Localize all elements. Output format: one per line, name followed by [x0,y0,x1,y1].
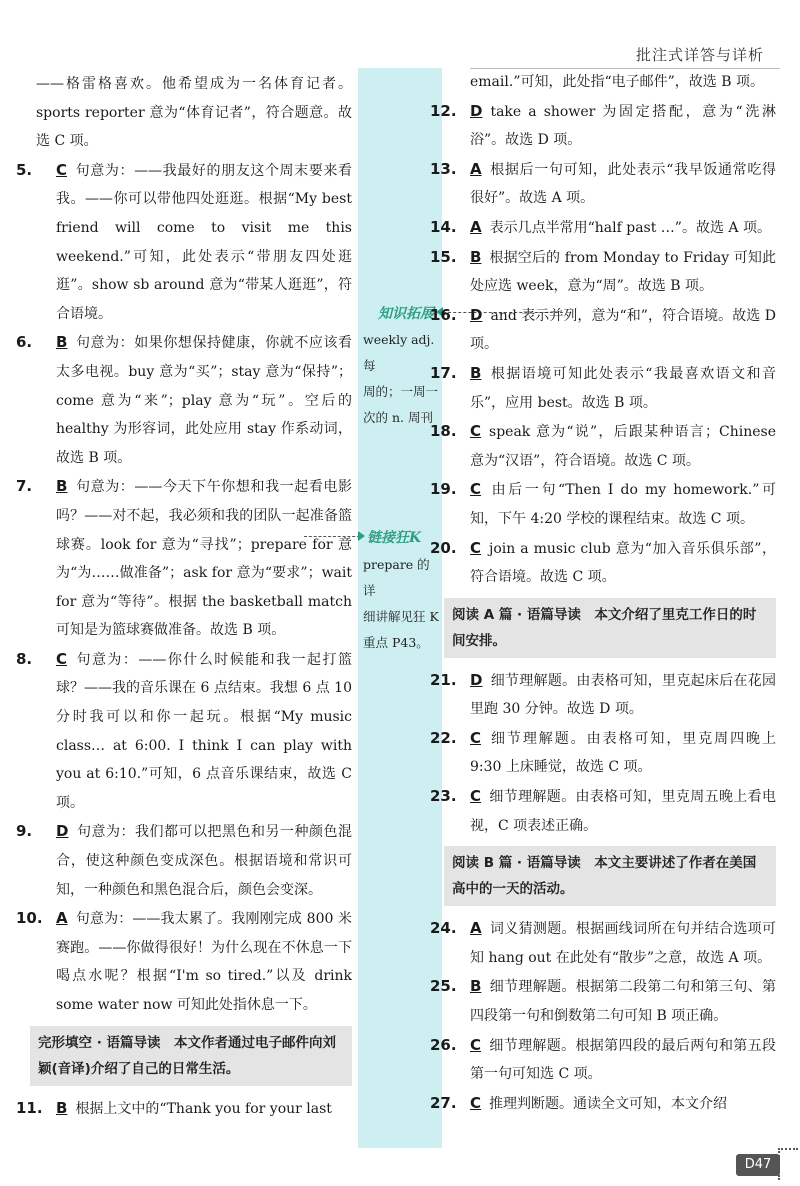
answer-text: 句意为：我们都可以把黑色和另一种颜色混合，使这种颜色变成深色。根据语境和常识可知，一种颜色和黑色混合后，颜色会变深。 [56,824,352,898]
answer-text: 细节理解题。根据第四段的最后两句和第五段第一句可知选 C 项。 [470,1037,776,1083]
question-number: 23. [430,787,457,806]
question-number: 14. [430,217,457,236]
question-number: 19. [430,480,457,499]
answer-letter: D [470,305,483,324]
answer-letter: B [470,977,482,996]
question-number: 15. [430,247,457,266]
question-number: 12. [430,101,457,120]
answer-text: 细节理解题。由表格可知，里克周五晚上看电视，C 项表述正确。 [470,789,776,834]
answer-text: 由后一句“Then I do my homework.”可知，下午 4:20 学校的课程结束。故选 C 项。 [470,482,776,527]
question-number: 26. [430,1035,457,1054]
note-label-link: 链接狂K [367,530,422,546]
answer-entry [430,417,776,475]
question-number: 21. [430,670,457,689]
answer-entry [430,213,776,243]
answer-text: 表示几点半常用“half past …”。故选 A 项。 [489,219,771,236]
passage-guide-reading-a: 阅读 A 篇 · 语篇导读 本文介绍了里克工作日的时间安排。 [444,598,776,658]
passage-guide-reading-b: 阅读 B 篇 · 语篇导读 本文主要讲述了作者在美国高中的一天的活动。 [444,846,776,906]
answer-entry [16,817,352,904]
answer-letter: B [470,247,482,266]
question-number: 22. [430,728,457,747]
answer-text: take a shower 为固定搭配，意为“洗淋浴”。故选 D 项。 [470,103,776,149]
question-number: 9. [16,822,33,841]
arrow-right-icon [358,531,365,541]
answer-entry [430,475,776,533]
answer-letter: A [470,159,482,178]
note-label-knowledge: 知识拓展 [378,306,434,322]
note-text-link [363,552,441,656]
answer-letter: C [470,480,482,499]
question-number: 16. [430,305,457,324]
answer-entry [16,1094,352,1124]
answer-letter: A [470,217,482,236]
answer-entry [430,534,776,592]
corner-mark [778,1148,798,1180]
page-number-badge: D47 [736,1154,780,1176]
answer-entry [430,914,776,972]
note-line: 次的 n. 周刊 [363,410,433,425]
question-number: 5. [16,160,33,179]
note-line: weekly adj. 每 [363,332,435,373]
answer-letter: C [470,728,482,747]
answer-text: 根据上文中的“Thank you for your last [75,1100,332,1117]
answer-letter: C [56,649,68,668]
question-number: 10. [16,909,43,928]
answer-text: 句意为：——你什么时候能和我一起打篮球？——我的音乐课在 6 点结束。我想 6 点 10 分时我可以和你一起玩。根据“My music class… at 6:00. I think I can play with you at 6:10.”可知，6 点音乐课结束，故选 C 项。 [56,651,352,811]
answer-letter: D [470,670,483,689]
question-number: 18. [430,422,457,441]
question-number: 7. [16,477,33,496]
answer-entry [430,301,776,359]
answer-text: speak 意为“说”，后跟某种语言；Chinese 意为“汉语”，符合语境。故选 C 项。 [470,424,776,469]
answer-entry [430,782,776,840]
answer-entry [430,1089,776,1119]
answer-entry [430,724,776,782]
answer-entry [430,243,776,301]
right-column [430,68,776,1118]
answer-letter: D [470,101,483,120]
leader-line [304,536,360,537]
question-number: 8. [16,649,33,668]
answer-text: 句意为：——今天下午你想和我一起看电影吗？——对不起，我必须和我的团队一起准备篮球赛。look for 意为“寻找”；prepare for 意为“为……做准备”；ask for 意为“要求”；wait for 意为“等待”。根据 the basketball match 可知是为篮球赛做准备。故选 B 项。 [56,479,352,639]
note-line: prepare 的详 [363,557,430,598]
question-number: 11. [16,1098,43,1117]
answer-entry [430,1031,776,1089]
question-number: 17. [430,363,457,382]
question-number: 6. [16,333,33,352]
answer-letter: B [56,333,68,352]
answer-text: 细节理解题。根据第二段第二句和第三句、第四段第一句和倒数第二句可知 B 项正确。 [470,979,776,1025]
answer-entry [430,97,776,155]
answer-text: 句意为：——我最好的朋友这个周末要来看我。——你可以带他四处逛逛。根据“My best friend will come to visit me this weekend.”可知，此处表示“带朋友四处逛逛”。show sb around 意为“带某人逛逛”，符合语境。 [56,162,352,322]
answer-text: 推理判断题。通读全文可知，本文介绍 [489,1095,728,1112]
left-column [16,70,352,1123]
answer-entry [16,156,352,329]
header-title: 批注式详答与详析 [635,46,764,64]
answer-text: join a music club 意为“加入音乐俱乐部”，符合语境。故选 C 项。 [470,540,776,586]
answer-text: 细节理解题。由表格可知，里克起床后在花园里跑 30 分钟。故选 D 项。 [470,672,776,718]
answer-letter: C [470,1093,482,1112]
answer-letter: C [470,422,482,441]
answer-letter: C [470,1035,482,1054]
answer-text: 句意为：——我太累了。我刚刚完成 800 米赛跑。——你做得很好！为什么现在不休息一下喝点水呢？根据“I'm so tired.”以及 drink some water now 可知此处指休息一下。 [56,911,352,1013]
answer-letter: D [56,822,69,841]
answer-letter: A [56,909,68,928]
answer-entry [16,645,352,818]
left-intro: ——格雷格喜欢。他希望成为一名体育记者。sports reporter 意为“体育记者”，符合题意。故选 C 项。 [36,76,352,150]
note-line: 重点 P43。 [363,635,429,650]
answer-text: 句意为：如果你想保持健康，你就不应该看太多电视。buy 意为“买”；stay 意为“保持”；come 意为“来”；play 意为“玩”。空后的 healthy 为形容词，此处应用 stay 作系动词，故选 B 项。 [56,335,352,466]
question-number: 24. [430,919,457,938]
question-number: 27. [430,1093,457,1112]
answer-text: and 表示并列，意为“和”，符合语境。故选 D 项。 [470,307,776,353]
answer-letter: C [470,787,482,806]
answer-text: 根据语境可知此处表示“我最喜欢语文和音乐”，应用 best。故选 B 项。 [470,365,776,411]
answer-letter: C [470,538,482,557]
answer-entry [16,904,352,1019]
answer-text: 根据后一句可知，此处表示“我早饭通常吃得很好”。故选 A 项。 [470,161,776,207]
answer-entry [430,666,776,724]
note-line: 细讲解见狂 K [363,609,439,624]
answer-entry [16,472,352,645]
passage-guide-cloze: 完形填空 · 语篇导读 本文作者通过电子邮件向刘颖(音译)介绍了自己的日常生活。 [30,1026,352,1086]
answer-letter: C [56,160,68,179]
question-number: 25. [430,977,457,996]
answer-letter: A [470,919,482,938]
answer-entry [430,972,776,1030]
answer-entry [16,328,352,472]
answer-entry [430,359,776,417]
answer-letter: B [470,363,482,382]
answer-text: 根据空后的 from Monday to Friday 可知此处应选 week，意为“周”。故选 B 项。 [470,249,776,295]
question-number: 13. [430,159,457,178]
answer-text: 词义猜测题。根据画线词所在句并结合选项可知 hang out 在此处有“散步”之意，故选 A 项。 [470,921,776,966]
answer-letter: B [56,1098,68,1117]
answer-text: 细节理解题。由表格可知，里克周四晚上 9:30 上床睡觉，故选 C 项。 [470,730,776,776]
answer-letter: B [56,477,68,496]
right-intro: email.”可知，此处指“电子邮件”，故选 B 项。 [470,74,764,90]
answer-entry [430,155,776,213]
note-line: 周的；一周一 [363,384,439,399]
question-number: 20. [430,538,457,557]
